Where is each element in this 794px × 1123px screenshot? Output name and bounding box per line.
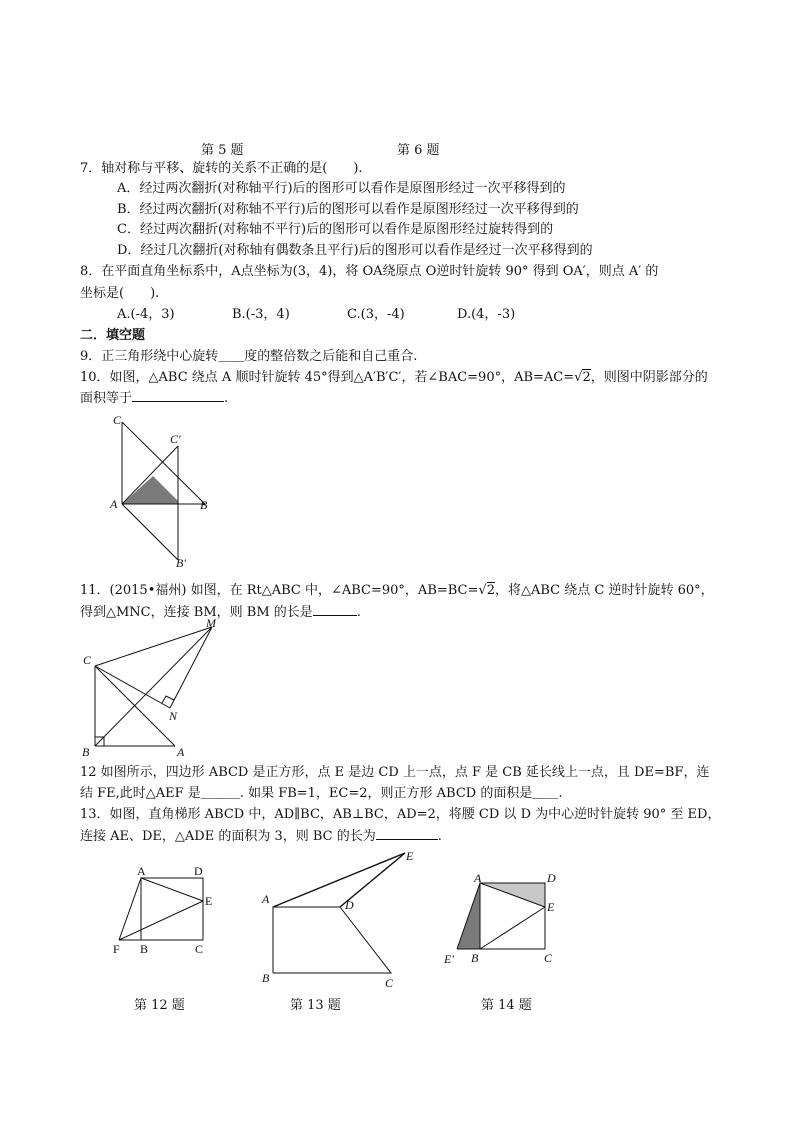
fig13-label-d: D xyxy=(345,898,354,912)
q14-segment-be xyxy=(480,907,545,949)
q10-answer-blank[interactable] xyxy=(132,401,224,402)
q13-segment-ae xyxy=(273,853,405,907)
q8-option-b: B.(-3，4) xyxy=(232,307,290,322)
fig12-label-e: E xyxy=(205,894,213,908)
q7-option-d: D．经过几次翻折(对称轴有偶数条且平行)后的图形可以看作是经过一次平移得到的 xyxy=(117,243,593,258)
fig14-label-c: C xyxy=(544,951,553,965)
fig11-label-m: M xyxy=(206,616,216,630)
fig13-label-b: B xyxy=(262,971,270,985)
q10-text-c: ，则图中阴影部分的 xyxy=(590,370,708,385)
q8-line1: 8．在平面直角坐标系中，A点坐标为(3，4)，将 OA绕原点 O逆时针旋转 90° 得到 OA′，则点 A′ 的 xyxy=(80,264,659,279)
q10-line1 xyxy=(80,369,708,387)
q12-segment-af xyxy=(119,878,141,940)
q11-text-a: 11．(2015•福州) 如图，在 Rt△ABC 中，∠ABC=90°，AB=BC= xyxy=(80,583,479,598)
q11-segment-bm xyxy=(95,627,212,746)
caption-q14: 第 14 题 xyxy=(481,998,532,1013)
fig12-label-d: D xyxy=(194,864,203,878)
q12-segment-fe xyxy=(119,901,203,940)
caption-q5: 第 5 题 xyxy=(201,143,244,158)
q12-line1: 12 如图所示，四边形 ABCD 是正方形，点 E 是边 CD 上一点，点 F 是 CB 延长线上一点，且 DE=BF，连 xyxy=(80,765,710,780)
q8-line2: 坐标是( ). xyxy=(80,286,160,301)
q11-answer-blank[interactable] xyxy=(313,615,357,616)
q11-right-angle-n xyxy=(162,696,174,703)
q13-line1: 13．如图，直角梯形 ABCD 中，AD∥BC，AB⊥BC，AD=2，将腰 CD 以 D 为中心逆时针旋转 90° 至 ED， xyxy=(80,807,721,822)
fig12-label-a: A xyxy=(137,864,146,878)
q11-line1 xyxy=(80,582,714,600)
fig14-label-d: D xyxy=(547,871,556,885)
fig13-label-c: C xyxy=(385,976,394,990)
fig14-label-b: B xyxy=(471,951,479,965)
figure-q12 xyxy=(105,858,225,958)
fig14-label-a: A xyxy=(474,871,482,885)
q8-option-d: D.(4，-3) xyxy=(457,307,516,322)
q12-segment-ae xyxy=(141,878,203,901)
figure-q10 xyxy=(100,410,220,575)
figure-q14 xyxy=(440,865,565,970)
figure-q11 xyxy=(75,613,225,761)
q8-option-a: A.(-4，3) xyxy=(117,307,175,322)
fig12-label-c: C xyxy=(195,942,204,956)
q10-period: . xyxy=(224,391,229,406)
q13-period: . xyxy=(437,829,442,844)
fig11-label-c: C xyxy=(83,653,92,667)
q11-text-line2: 得到△MNC，连接 BM，则 BM 的长是 xyxy=(80,605,313,620)
sqrt-symbol: √ xyxy=(574,370,583,385)
figure-q13 xyxy=(255,845,425,995)
q11-period: . xyxy=(356,605,361,620)
q7-option-b: B．经过两次翻折(对称轴不平行)后的图形可以看作是原图形经过一次平移得到的 xyxy=(117,202,579,217)
q7-stem: 7．轴对称与平移、旋转的关系不正确的是( ). xyxy=(80,161,363,176)
q11-sqrt-value: 2 xyxy=(486,583,495,598)
fig10-label-c: C xyxy=(113,413,122,427)
q13-line2 xyxy=(80,828,442,846)
fig11-label-b: B xyxy=(82,745,90,759)
fig13-label-a: A xyxy=(262,892,270,906)
q10-shaded-region xyxy=(122,476,178,504)
fig10-label-a: A xyxy=(110,497,118,511)
q10-sqrt-value: 2 xyxy=(582,370,591,385)
q13-text-line2: 连接 AE、DE，△ADE 的面积为 3，则 BC 的长为 xyxy=(80,829,376,844)
q8-option-c: C.(3，-4) xyxy=(347,307,405,322)
fig10-label-b-prime: B′ xyxy=(176,556,186,570)
fig13-label-e: E xyxy=(406,849,414,863)
q10-text-line2: 面积等于 xyxy=(80,391,133,406)
fig14-label-e: E xyxy=(547,900,555,914)
q7-option-c: C．经过两次翻折(对称轴不平行)后的图形可以看作是原图形经过旋转得到的 xyxy=(117,222,554,237)
q10-segment-ab-prime xyxy=(122,504,178,560)
q10-line2 xyxy=(80,390,228,408)
fig11-label-n: N xyxy=(169,709,178,723)
q12-line2: 结 FE,此时△AEF 是＿＿＿. 如果 FB=1，EC=2，则正方形 ABCD 的面积是＿＿. xyxy=(80,786,563,801)
fig12-label-b: B xyxy=(140,942,149,956)
fig14-label-e-prime: E′ xyxy=(444,952,454,966)
q13-trapezoid-abcd xyxy=(273,907,391,973)
caption-q6: 第 6 题 xyxy=(397,143,440,158)
sqrt-symbol: √ xyxy=(478,583,487,598)
section-title-fill-in: 二．填空题 xyxy=(80,328,146,343)
q11-segment-cn xyxy=(95,666,170,708)
fig11-label-a: A xyxy=(177,745,185,759)
q9-text: 9．正三角形绕中心旋转＿＿度的整倍数之后能和自己重合. xyxy=(80,349,418,364)
fig12-label-f: F xyxy=(113,942,120,956)
q7-option-a: A．经过两次翻折(对称轴平行)后的图形可以看作是原图形经过一次平移得到的 xyxy=(117,181,566,196)
q13-answer-blank[interactable] xyxy=(376,839,438,840)
q12-square-abcd xyxy=(141,878,203,940)
fig10-label-b: B xyxy=(200,498,208,512)
caption-q12: 第 12 题 xyxy=(134,998,185,1013)
q10-text-a: 10．如图，△ABC 绕点 A 顺时针旋转 45°得到△A′B′C′，若∠BAC=90°，AB=AC= xyxy=(80,370,575,385)
caption-q13: 第 13 题 xyxy=(290,998,341,1013)
q11-text-c: ，将△ABC 绕点 C 逆时针旋转 60°， xyxy=(494,583,714,598)
fig10-label-c-prime: C′ xyxy=(170,432,181,446)
